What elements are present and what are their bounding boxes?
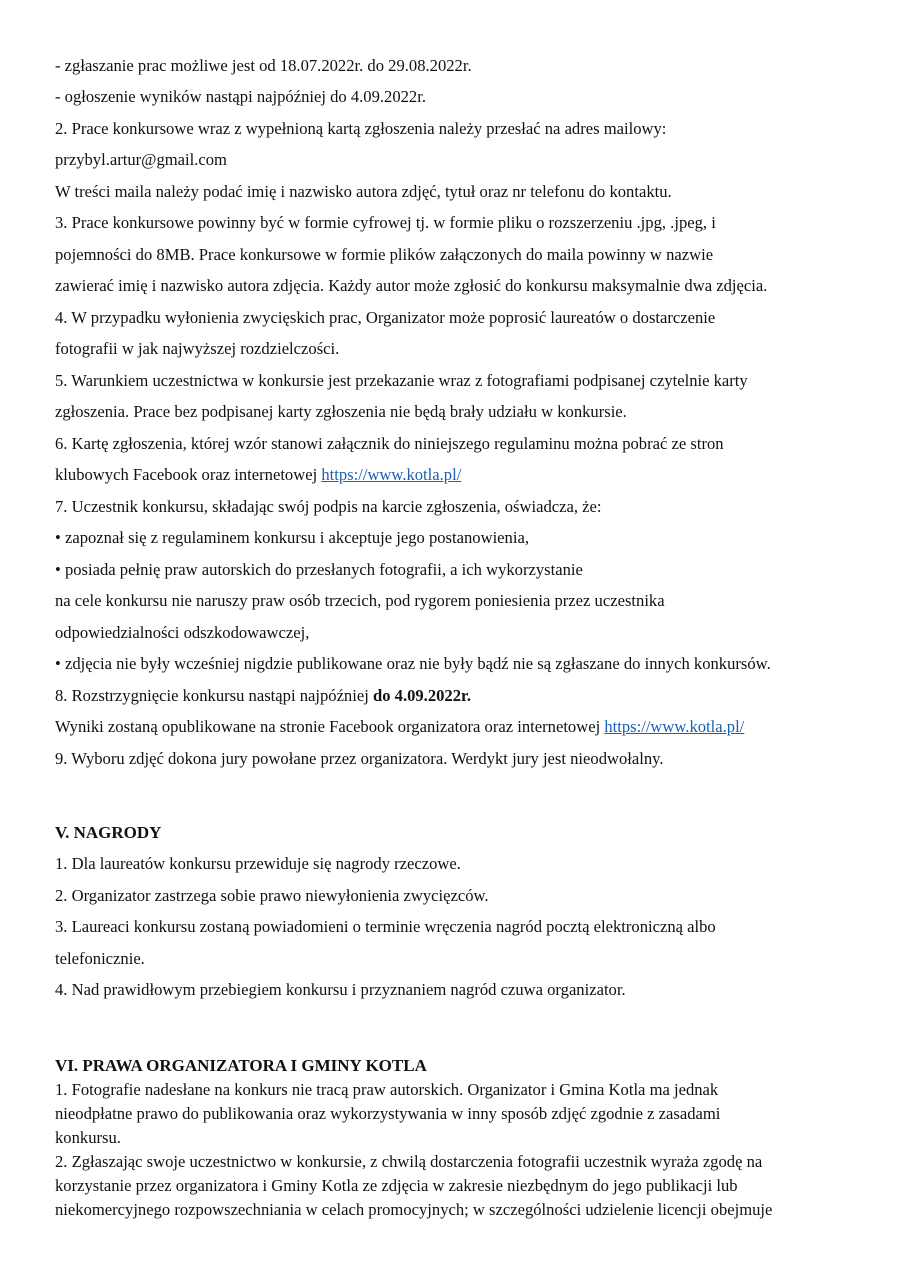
text-line: pojemności do 8MB. Prace konkursowe w formie plików załączonych do maila powinny w nazwie — [55, 245, 714, 264]
section-heading-prawa: VI. PRAWA ORGANIZATORA I GMINY KOTLA — [55, 1056, 427, 1075]
text-line — [55, 465, 461, 485]
text-line: fotografii w jak najwyższej rozdzielczości. — [55, 339, 340, 358]
text-line — [55, 686, 471, 706]
text-fragment: Wyniki zostaną opublikowane na stronie Facebook organizatora oraz internetowej — [55, 717, 605, 736]
kotla-link[interactable]: https://www.kotla.pl/ — [604, 717, 745, 736]
text-line: - zgłaszanie prac możliwe jest od 18.07.2022r. do 29.08.2022r. — [55, 56, 472, 75]
text-line: 9. Wyboru zdjęć dokona jury powołane przez organizatora. Werdykt jury jest nieodwołalny. — [55, 749, 664, 768]
text-line: zawierać imię i nazwisko autora zdjęcia. Każdy autor może zgłosić do konkursu maksymalnie dwa zdjęcia. — [55, 276, 768, 295]
text-line: odpowiedzialności odszkodowawczej, — [55, 623, 310, 642]
text-line: telefonicznie. — [55, 949, 145, 968]
text-line: korzystanie przez organizatora i Gminy Kotla ze zdjęcia w zakresie niezbędnym do jego publikacji lub — [55, 1176, 738, 1195]
text-line: nieodpłatne prawo do publikowania oraz wykorzystywania w inny sposób zdjęć zgodnie z zasadami — [55, 1104, 721, 1123]
text-line: 3. Laureaci konkursu zostaną powiadomieni o terminie wręczenia nagród pocztą elektroniczną albo — [55, 917, 716, 936]
bullet-item: • zapoznał się z regulaminem konkursu i akceptuje jego postanowienia, — [55, 528, 529, 547]
text-line: 6. Kartę zgłoszenia, której wzór stanowi załącznik do niniejszego regulaminu można pobrać ze stron — [55, 434, 724, 453]
text-line: 1. Fotografie nadesłane na konkurs nie tracą praw autorskich. Organizator i Gmina Kotla ma jednak — [55, 1080, 719, 1099]
text-line: - ogłoszenie wyników nastąpi najpóźniej do 4.09.2022r. — [55, 87, 426, 106]
text-fragment: klubowych Facebook oraz internetowej — [55, 465, 322, 484]
text-line: zgłoszenia. Prace bez podpisanej karty zgłoszenia nie będą brały udziału w konkursie. — [55, 402, 627, 421]
email-address: przybyl.artur@gmail.com — [55, 150, 227, 169]
text-line: 2. Organizator zastrzega sobie prawo niewyłonienia zwycięzców. — [55, 886, 489, 905]
text-line: 4. Nad prawidłowym przebiegiem konkursu i przyznaniem nagród czuwa organizator. — [55, 980, 626, 999]
text-line: na cele konkursu nie naruszy praw osób trzecich, pod rygorem poniesienia przez uczestnika — [55, 591, 665, 610]
text-line — [55, 717, 744, 737]
text-line: 5. Warunkiem uczestnictwa w konkursie jest przekazanie wraz z fotografiami podpisanej czytelnie karty — [55, 371, 748, 390]
text-fragment: 8. Rozstrzygnięcie konkursu nastąpi najpóźniej — [55, 686, 373, 705]
bullet-item: • zdjęcia nie były wcześniej nigdzie publikowane oraz nie były bądź nie są zgłaszane do innych konkursów. — [55, 654, 771, 673]
text-line: niekomercyjnego rozpowszechniania w celach promocyjnych; w szczególności udzielenie licencji obejmuje — [55, 1200, 773, 1219]
text-line: konkursu. — [55, 1128, 121, 1147]
text-line: 4. W przypadku wyłonienia zwycięskich prac, Organizator może poprosić laureatów o dostarczenie — [55, 308, 716, 327]
text-line: 2. Prace konkursowe wraz z wypełnioną kartą zgłoszenia należy przesłać na adres mailowy: — [55, 119, 667, 138]
kotla-link[interactable]: https://www.kotla.pl/ — [321, 465, 462, 484]
text-line: W treści maila należy podać imię i nazwisko autora zdjęć, tytuł oraz nr telefonu do kontaktu. — [55, 182, 672, 201]
text-line: 7. Uczestnik konkursu, składając swój podpis na karcie zgłoszenia, oświadcza, że: — [55, 497, 602, 516]
bold-date: do 4.09.2022r. — [372, 686, 472, 705]
section-heading-nagrody: V. NAGRODY — [55, 823, 162, 842]
text-line: 1. Dla laureatów konkursu przewiduje się nagrody rzeczowe. — [55, 854, 461, 873]
text-line: 3. Prace konkursowe powinny być w formie cyfrowej tj. w formie pliku o rozszerzeniu .jpg, .jpeg, i — [55, 213, 716, 232]
bullet-item: • posiada pełnię praw autorskich do przesłanych fotografii, a ich wykorzystanie — [55, 560, 583, 579]
text-line: 2. Zgłaszając swoje uczestnictwo w konkursie, z chwilą dostarczenia fotografii uczestnik wyraża zgodę na — [55, 1152, 763, 1171]
